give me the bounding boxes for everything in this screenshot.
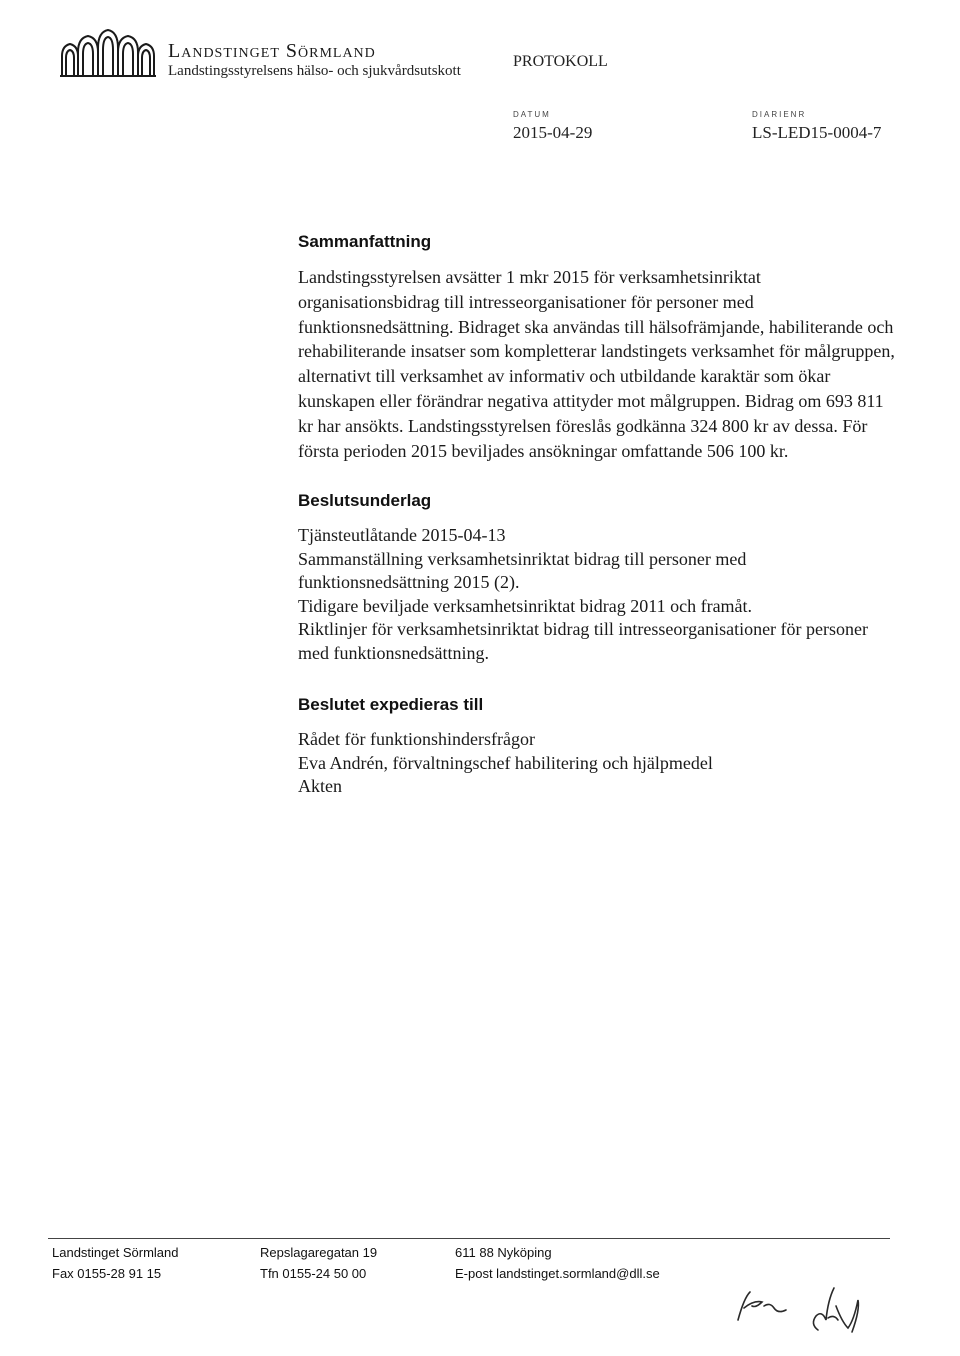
footer-phone: Tfn 0155-24 50 00 (260, 1266, 367, 1281)
footer-column-address (260, 1242, 377, 1284)
list-item: Tidigare beviljade verksamhetsinriktat bidrag 2011 och framåt. (298, 595, 753, 616)
section-sammanfattning (298, 232, 898, 463)
document-type: PROTOKOLL (513, 53, 608, 70)
beslutsunderlag-list (298, 524, 898, 665)
footer-email: E-post landstinget.sormland@dll.se (455, 1266, 660, 1281)
section-heading: Beslutet expedieras till (298, 695, 484, 715)
list-item: Akten (298, 776, 342, 797)
document-body (298, 232, 898, 799)
section-heading: Beslutsunderlag (298, 491, 432, 511)
summary-text: Landstingsstyrelsen avsätter 1 mkr 2015 för verksamhetsinriktat organisationsbidrag till intresseorganisationer för personer med funktionsnedsättning. Bidraget ska användas till hälsofrämjande, habiliterande och rehabiliterande insatser som kompletterar landstingets verksamhet för målgruppen, alternativt till verksamhet av informativ och utbildande karaktär som ökar kunskapen eller förändrar negativa attityder mot målgruppen. Bidrag om 693 811 kr har ansökts. Landstingsstyrelsen föreslås godkänna 324 800 kr av dessa. För första perioden 2015 beviljades ansökningar omfattande 506 100 kr. (298, 267, 895, 461)
section-beslutsunderlag (298, 491, 898, 665)
section-heading: Sammanfattning (298, 232, 432, 251)
diarienr-value: LS-LED15-0004-7 (752, 123, 882, 142)
footer-org-name: Landstinget Sörmland (52, 1245, 179, 1260)
org-name-part2: Sörmland (285, 40, 376, 62)
date-label: DATUM (513, 110, 551, 119)
org-name-part1: Landstinget (168, 40, 280, 62)
list-item: Sammanställning verksamhetsinriktat bidrag till personer med funktionsnedsättning 2015 (2). (298, 548, 747, 593)
date-value: 2015-04-29 (513, 123, 593, 142)
organization-name (168, 40, 376, 63)
diarienr-label: DIARIENR (752, 110, 807, 119)
footer-column-contact (455, 1242, 660, 1284)
list-item: Riktlinjer för verksamhetsinriktat bidrag till intresseorganisationer för personer med funktionsnedsättning. (298, 619, 869, 663)
footer-column-org (52, 1242, 178, 1284)
footer-street: Repslagaregatan 19 (260, 1245, 378, 1260)
footer-postal: 611 88 Nyköping (455, 1245, 552, 1260)
landstinget-logo (56, 26, 160, 82)
list-item: Eva Andrén, förvaltningschef habilitering och hjälpmedel (298, 752, 713, 773)
footer-divider (48, 1238, 890, 1239)
expedieras-list (298, 728, 898, 799)
list-item: Tjänsteutlåtande 2015-04-13 (298, 525, 506, 546)
footer-fax: Fax 0155-28 91 15 (52, 1266, 162, 1281)
handwritten-initials (730, 1280, 890, 1340)
organization-subtitle: Landstingsstyrelsens hälso- och sjukvårdsutskott (168, 63, 461, 79)
section-expedieras (298, 695, 898, 799)
list-item: Rådet för funktionshindersfrågor (298, 729, 535, 750)
